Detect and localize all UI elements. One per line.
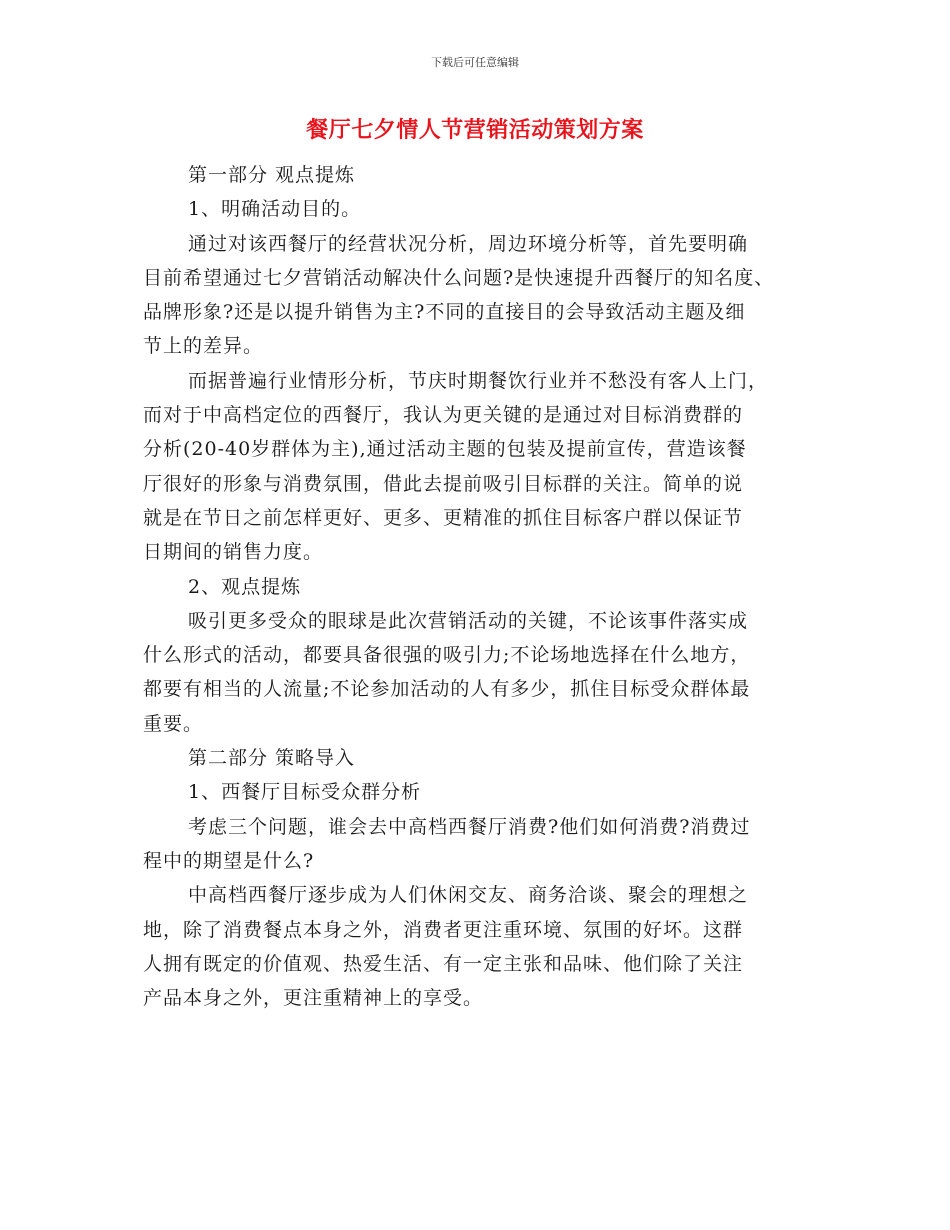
text-line: 地，除了消费餐点本身之外，消费者更注重环境、氛围的好坏。这群 <box>143 918 744 941</box>
document-title: 餐厅七夕情人节营销活动策划方案 <box>306 118 644 143</box>
page-header-note: 下载后可任意编辑 <box>431 56 519 69</box>
text-line: 中高档西餐厅逐步成为人们休闲交友、商务洽谈、聚会的理想之 <box>188 884 749 907</box>
text-line: 就是在节日之前怎样更好、更多、更精准的抓住目标客户群以保证节 <box>143 506 744 529</box>
text-line: 重要。 <box>143 712 204 735</box>
text-line: 通过对该西餐厅的经营状况分析，周边环境分析等，首先要明确 <box>188 232 749 255</box>
text-line: 品牌形象?还是以提升销售为主?不同的直接目的会导致活动主题及细 <box>143 301 746 324</box>
text-line: 分析(20-40岁群体为主),通过活动主题的包装及提前宣传，营造该餐 <box>143 438 747 461</box>
text-line: 目前希望通过七夕营销活动解决什么问题?是快速提升西餐厅的知名度、 <box>143 266 775 289</box>
text-line: 人拥有既定的价值观、热爱生活、有一定主张和品味、他们除了关注 <box>143 952 744 975</box>
document-body <box>143 158 815 1015</box>
text-line: 什么形式的活动，都要具备很强的吸引力;不论场地选择在什么地方， <box>143 644 751 667</box>
text-line: 日期间的销售力度。 <box>143 541 324 564</box>
text-line: 2、观点提炼 <box>188 575 302 598</box>
text-line: 而据普遍行业情形分析，节庆时期餐饮行业并不愁没有客人上门， <box>188 369 769 392</box>
text-line: 1、西餐厅目标受众群分析 <box>188 781 422 804</box>
text-line: 节上的差异。 <box>143 335 264 358</box>
text-line: 第一部分 观点提炼 <box>188 164 356 186</box>
text-line: 产品本身之外，更注重精神上的享受。 <box>143 987 484 1010</box>
text-line: 第二部分 策略导入 <box>188 747 356 770</box>
text-line: 都要有相当的人流量;不论参加活动的人有多少，抓住目标受众群体最 <box>143 678 751 701</box>
text-line: 厅很好的形象与消费氛围，借此去提前吸引目标群的关注。简单的说 <box>143 472 744 495</box>
text-line: 吸引更多受众的眼球是此次营销活动的关键，不论该事件落实成 <box>188 609 749 632</box>
text-line: 考虑三个问题，谁会去中高档西餐厅消费?他们如何消费?消费过 <box>188 815 751 838</box>
text-line: 而对于中高档定位的西餐厅，我认为更关键的是通过对目标消费群的 <box>143 404 744 427</box>
text-line: 1、明确活动目的。 <box>188 198 362 221</box>
text-line: 程中的期望是什么? <box>143 849 315 872</box>
